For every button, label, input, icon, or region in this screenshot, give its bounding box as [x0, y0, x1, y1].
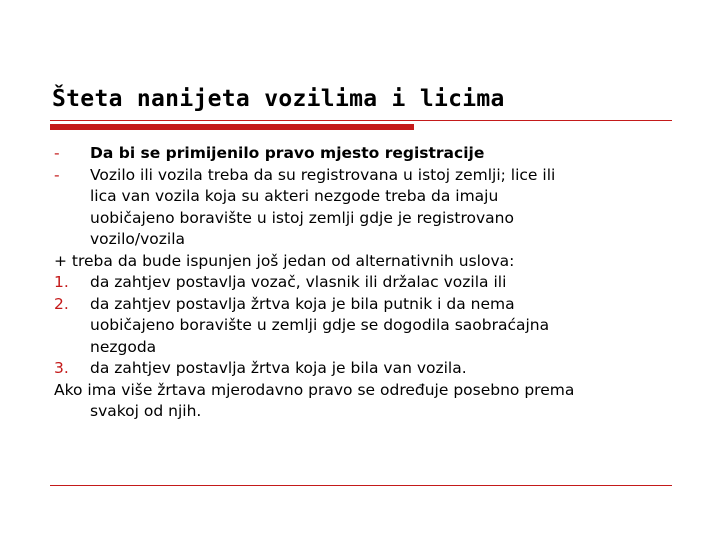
closing-paragraph: [54, 380, 679, 423]
dash-marker: -: [54, 165, 60, 184]
numbered-item-text: da zahtjev postavlja vozač, vlasnik ili držalac vozila ili: [90, 273, 507, 291]
closing-text: Ako ima više žrtava mjerodavno pravo se određuje posebno prema: [54, 380, 575, 399]
list-item: [54, 165, 679, 251]
title-rule-thin: [50, 120, 672, 121]
list-item: [54, 143, 679, 165]
dash-marker: -: [54, 144, 60, 162]
condition-line: [54, 251, 679, 273]
title-rule-accent: [50, 124, 414, 130]
list-item-text: lica van vozila koja su akteri nezgode treba da imaju: [90, 187, 499, 205]
numbered-item: [54, 294, 679, 359]
list-item-text: Da bi se primijenilo pravo mjesto registracije: [90, 144, 485, 162]
numbered-item: [54, 272, 679, 294]
list-item-text: vozilo/vozila: [90, 230, 186, 248]
number-marker: 1.: [54, 273, 69, 291]
footer-rule: [50, 485, 672, 486]
slide-body: [54, 143, 679, 423]
list-item-text: uobičajeno boravište u istoj zemlji gdje je registrovano: [90, 208, 514, 227]
number-marker: 2.: [54, 294, 69, 313]
number-marker: 3.: [54, 359, 69, 377]
numbered-item-text: uobičajeno boravište u zemlji gdje se dogodila saobraćajna: [90, 316, 550, 334]
list-item-text: Vozilo ili vozila treba da su registrovana u istoj zemlji; lice ili: [90, 165, 556, 184]
slide-title: Šteta nanijeta vozilima i licima: [52, 86, 505, 112]
numbered-item-text: nezgoda: [90, 337, 157, 356]
numbered-item-text: da zahtjev postavlja žrtva koja je bila putnik i da nema: [90, 294, 515, 313]
closing-text: svakoj od njih.: [90, 402, 202, 420]
numbered-item: [54, 358, 679, 380]
condition-text: + treba da bude ispunjen još jedan od alternativnih uslova:: [54, 251, 515, 270]
numbered-item-text: da zahtjev postavlja žrtva koja je bila van vozila.: [90, 359, 467, 377]
